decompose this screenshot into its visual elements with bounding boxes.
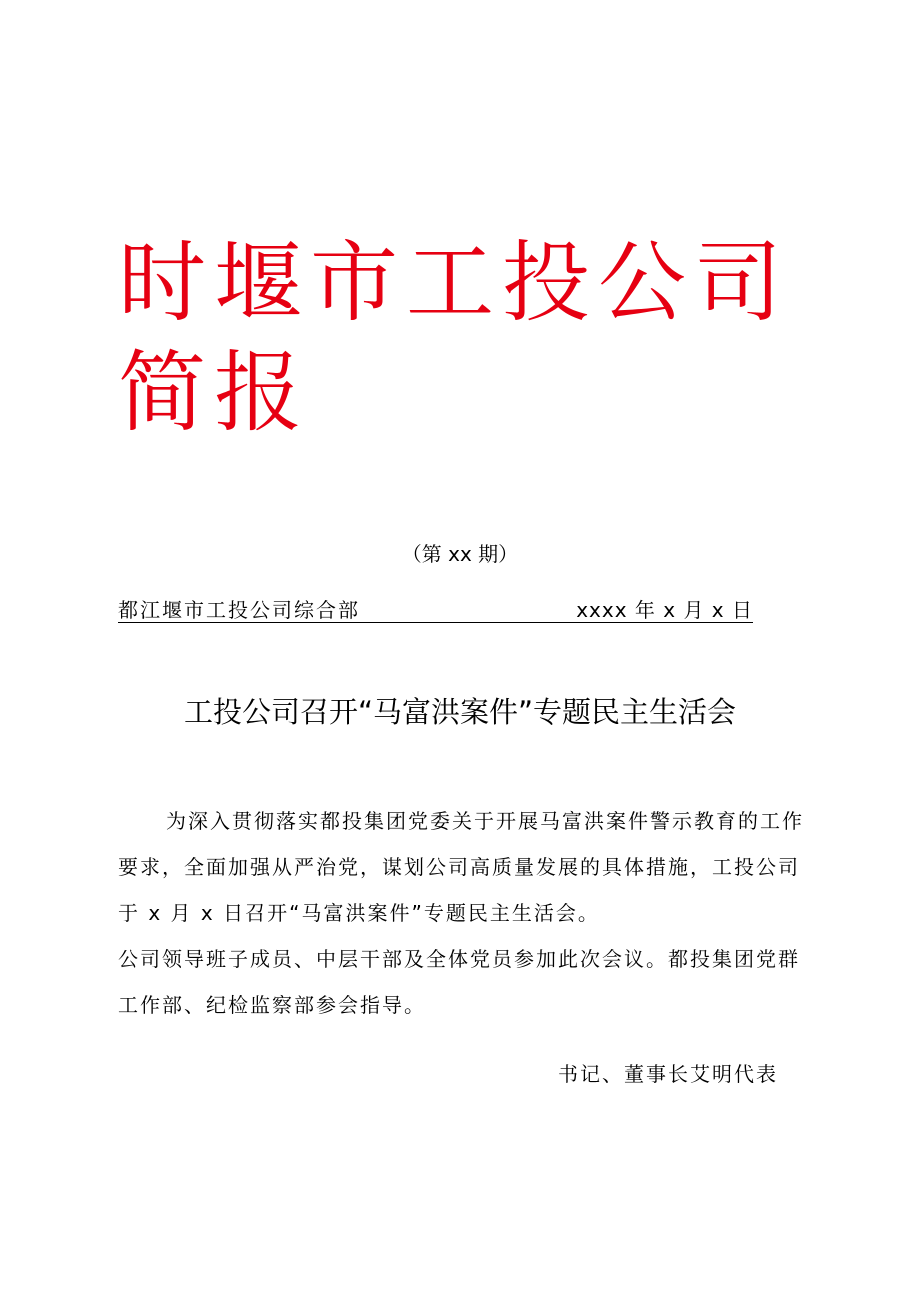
issue-number: （第 xx 期）: [401, 542, 519, 566]
article-body: [118, 798, 804, 1028]
issue-date: xxxx 年 x 月 x 日: [576, 598, 753, 622]
masthead-title-line1: 时堰市工投公司: [118, 231, 791, 334]
body-paragraph-1: 为深入贯彻落实都投集团党委关于开展马富洪案件警示教育的工作要求，全面加强从严治党，谋划公司高质量发展的具体措施，工投公司于 x 月 x 日召开“马富洪案件”专题民主生活会。: [118, 809, 804, 925]
masthead-title: [118, 228, 818, 448]
masthead-title-line2: 简报: [118, 341, 311, 444]
body-paragraph-2: 公司领导班子成员、中层干部及全体党员参加此次会议。都投集团党群工作部、纪检监察部参会指导。: [118, 947, 800, 1017]
department-date-line: [118, 594, 753, 623]
signature-line: 书记、董事长艾明代表: [558, 1062, 778, 1086]
article-headline: 工投公司召开“马富洪案件”专题民主生活会: [183, 695, 737, 729]
department-name: 都江堰市工投公司综合部: [118, 598, 360, 622]
